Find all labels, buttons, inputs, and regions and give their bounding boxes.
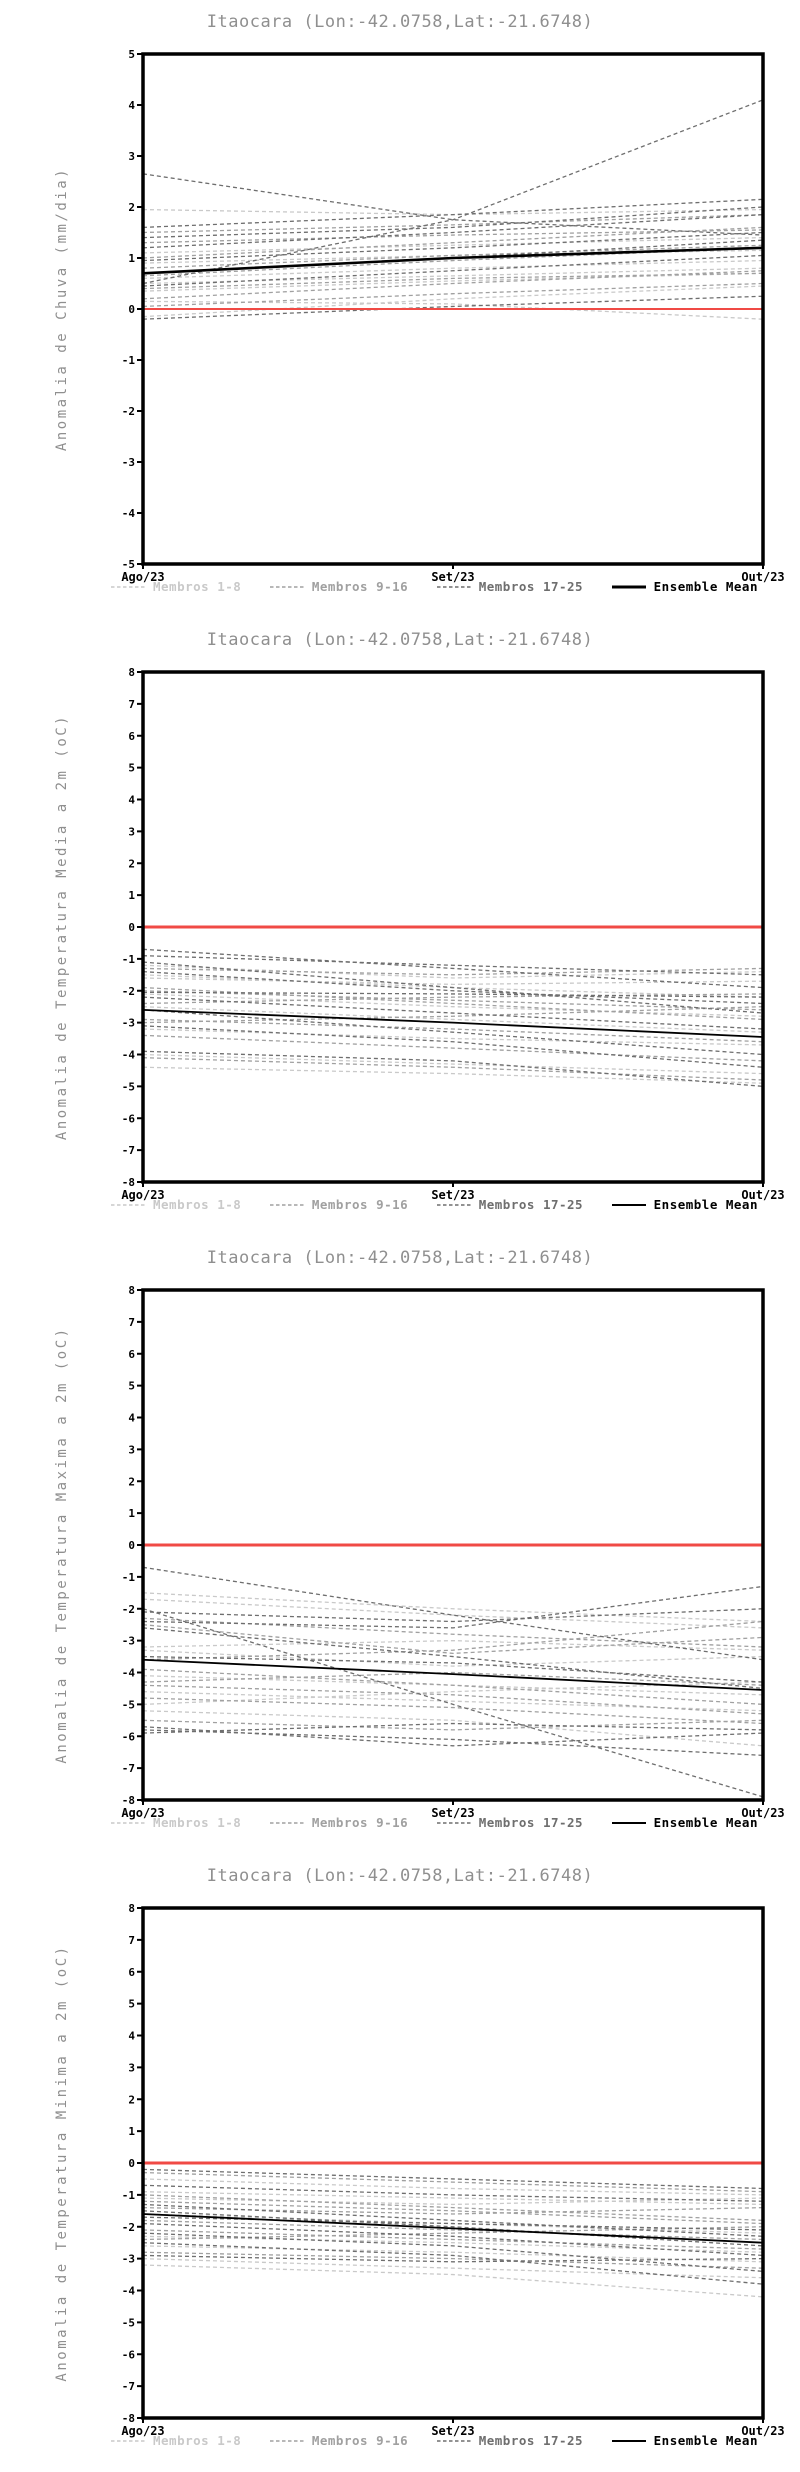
legend [110,1197,758,1212]
legend-label: Ensemble Mean [653,2433,758,2448]
svg-text:Out/23: Out/23 [741,2424,785,2438]
svg-text:Set/23: Set/23 [431,570,475,584]
y-axis-label: Anomalia de Chuva (mm/dia) [54,166,70,452]
legend-item [110,2433,241,2448]
dashed-line-swatch-icon [110,582,146,592]
svg-text:7: 7 [128,1315,135,1329]
legend-item [110,1815,241,1830]
svg-text:3: 3 [128,2061,135,2075]
legend-label: Ensemble Mean [653,1815,758,1830]
svg-text:4: 4 [128,2029,135,2043]
legend-label: Membros 17-25 [478,579,584,594]
svg-text:-1: -1 [121,1570,135,1584]
legend-label: Membros 9-16 [311,2433,409,2448]
svg-text:-5: -5 [121,1698,135,1712]
svg-text:5: 5 [128,1379,135,1393]
svg-text:-3: -3 [121,1634,135,1648]
chart-title: Itaocara (Lon:-42.0758,Lat:-21.6748) [206,630,594,650]
svg-text:-2: -2 [121,1602,135,1616]
plot-area-temp-media [0,618,800,1236]
legend [110,579,758,594]
svg-text:0: 0 [128,2157,135,2170]
y-axis-label: Anomalia de Temperatura Media a 2m (oC) [54,713,70,1141]
legend-label: Membros 1-8 [153,1815,242,1830]
legend-item [110,1197,241,1212]
svg-text:Ago/23: Ago/23 [121,2424,165,2438]
legend-item [269,579,408,594]
legend [110,1815,758,1830]
svg-text:-8: -8 [121,1176,135,1189]
legend-item [269,2433,408,2448]
dashed-line-swatch-icon [269,582,305,592]
svg-text:4: 4 [128,1411,135,1425]
chart-block-temp-maxima [0,1236,800,1854]
dashed-line-swatch-icon [269,1818,305,1828]
svg-text:Ago/23: Ago/23 [121,570,165,584]
legend-item [611,1815,758,1830]
svg-text:-7: -7 [121,2380,135,2394]
svg-text:3: 3 [128,150,135,163]
svg-text:-3: -3 [121,456,135,469]
svg-text:-2: -2 [121,984,135,998]
chart-title: Itaocara (Lon:-42.0758,Lat:-21.6748) [206,1248,594,1268]
svg-text:1: 1 [128,889,135,903]
svg-text:-6: -6 [121,1112,135,1126]
svg-text:5: 5 [128,1997,135,2011]
solid-line-swatch-icon [611,1818,647,1828]
svg-text:-3: -3 [121,2252,135,2266]
dashed-line-swatch-icon [110,1200,146,1210]
svg-text:1: 1 [128,252,135,265]
svg-text:-8: -8 [121,2412,135,2425]
legend-label: Ensemble Mean [653,579,758,594]
dashed-line-swatch-icon [269,1200,305,1210]
svg-text:5: 5 [128,48,135,61]
svg-text:1: 1 [128,2125,135,2139]
svg-text:-2: -2 [121,2220,135,2234]
svg-text:-1: -1 [121,354,135,367]
y-axis-label: Anomalia de Temperatura Maxima a 2m (oC) [54,1326,70,1764]
svg-text:-5: -5 [121,1080,135,1094]
svg-text:Out/23: Out/23 [741,1188,785,1202]
svg-text:-2: -2 [121,405,135,418]
svg-text:-4: -4 [121,507,135,520]
legend-label: Membros 9-16 [311,579,409,594]
svg-text:-1: -1 [121,952,135,966]
svg-text:0: 0 [128,303,135,316]
chart-title: Itaocara (Lon:-42.0758,Lat:-21.6748) [206,12,594,32]
dashed-line-swatch-icon [436,1200,472,1210]
chart-block-temp-minima [0,1854,800,2472]
legend-item [269,1197,408,1212]
dashed-line-swatch-icon [269,2436,305,2446]
plot-area-temp-minima [0,1854,800,2472]
legend-item [269,1815,408,1830]
svg-text:0: 0 [128,1539,135,1552]
legend-label: Membros 9-16 [311,1197,409,1212]
svg-text:Set/23: Set/23 [431,2424,475,2438]
svg-text:-4: -4 [121,1666,135,1680]
svg-text:Ago/23: Ago/23 [121,1188,165,1202]
svg-text:8: 8 [128,1284,135,1297]
legend-item [436,1815,583,1830]
legend-item [436,579,583,594]
svg-text:Set/23: Set/23 [431,1806,475,1820]
legend-item [436,1197,583,1212]
svg-text:6: 6 [128,1965,135,1979]
chart-block-temp-media [0,618,800,1236]
legend-item [110,579,241,594]
legend-item [611,1197,758,1212]
svg-text:2: 2 [128,1475,135,1489]
svg-text:4: 4 [128,99,135,112]
svg-text:Set/23: Set/23 [431,1188,475,1202]
legend-label: Membros 17-25 [478,2433,584,2448]
legend-item [436,2433,583,2448]
svg-text:7: 7 [128,697,135,711]
dashed-line-swatch-icon [110,1818,146,1828]
dashed-line-swatch-icon [436,582,472,592]
legend-label: Ensemble Mean [653,1197,758,1212]
svg-text:-7: -7 [121,1762,135,1776]
svg-text:-6: -6 [121,2348,135,2362]
svg-text:-5: -5 [121,558,135,571]
legend-item [611,2433,758,2448]
svg-text:0: 0 [128,921,135,934]
svg-text:Ago/23: Ago/23 [121,1806,165,1820]
chart-block-chuva [0,0,800,618]
solid-line-swatch-icon [611,1200,647,1210]
legend-label: Membros 1-8 [153,579,242,594]
svg-text:8: 8 [128,1902,135,1915]
legend-label: Membros 9-16 [311,1815,409,1830]
legend-label: Membros 1-8 [153,1197,242,1212]
svg-text:4: 4 [128,793,135,807]
svg-text:6: 6 [128,729,135,743]
svg-text:7: 7 [128,1933,135,1947]
svg-text:3: 3 [128,825,135,839]
legend-item [611,579,758,594]
svg-text:5: 5 [128,761,135,775]
svg-text:Out/23: Out/23 [741,570,785,584]
svg-text:-8: -8 [121,1794,135,1807]
svg-text:-3: -3 [121,1016,135,1030]
dashed-line-swatch-icon [436,1818,472,1828]
svg-text:6: 6 [128,1347,135,1361]
svg-text:2: 2 [128,201,135,214]
svg-text:3: 3 [128,1443,135,1457]
legend [110,2433,758,2448]
plot-area-temp-maxima [0,1236,800,1854]
solid-line-swatch-icon [611,2436,647,2446]
svg-text:1: 1 [128,1507,135,1521]
svg-text:-5: -5 [121,2316,135,2330]
svg-text:Out/23: Out/23 [741,1806,785,1820]
svg-text:-4: -4 [121,1048,135,1062]
dashed-line-swatch-icon [436,2436,472,2446]
dashed-line-swatch-icon [110,2436,146,2446]
plot-area-chuva [0,0,800,618]
svg-text:2: 2 [128,2093,135,2107]
legend-label: Membros 17-25 [478,1815,584,1830]
solid-line-swatch-icon [611,582,647,592]
chart-title: Itaocara (Lon:-42.0758,Lat:-21.6748) [206,1866,594,1886]
svg-text:-1: -1 [121,2188,135,2202]
svg-text:-4: -4 [121,2284,135,2298]
svg-text:2: 2 [128,857,135,871]
legend-label: Membros 1-8 [153,2433,242,2448]
svg-text:-7: -7 [121,1144,135,1158]
y-axis-label: Anomalia de Temperatura Minima a 2m (oC) [54,1944,70,2382]
svg-text:-6: -6 [121,1730,135,1744]
legend-label: Membros 17-25 [478,1197,584,1212]
svg-text:8: 8 [128,666,135,679]
